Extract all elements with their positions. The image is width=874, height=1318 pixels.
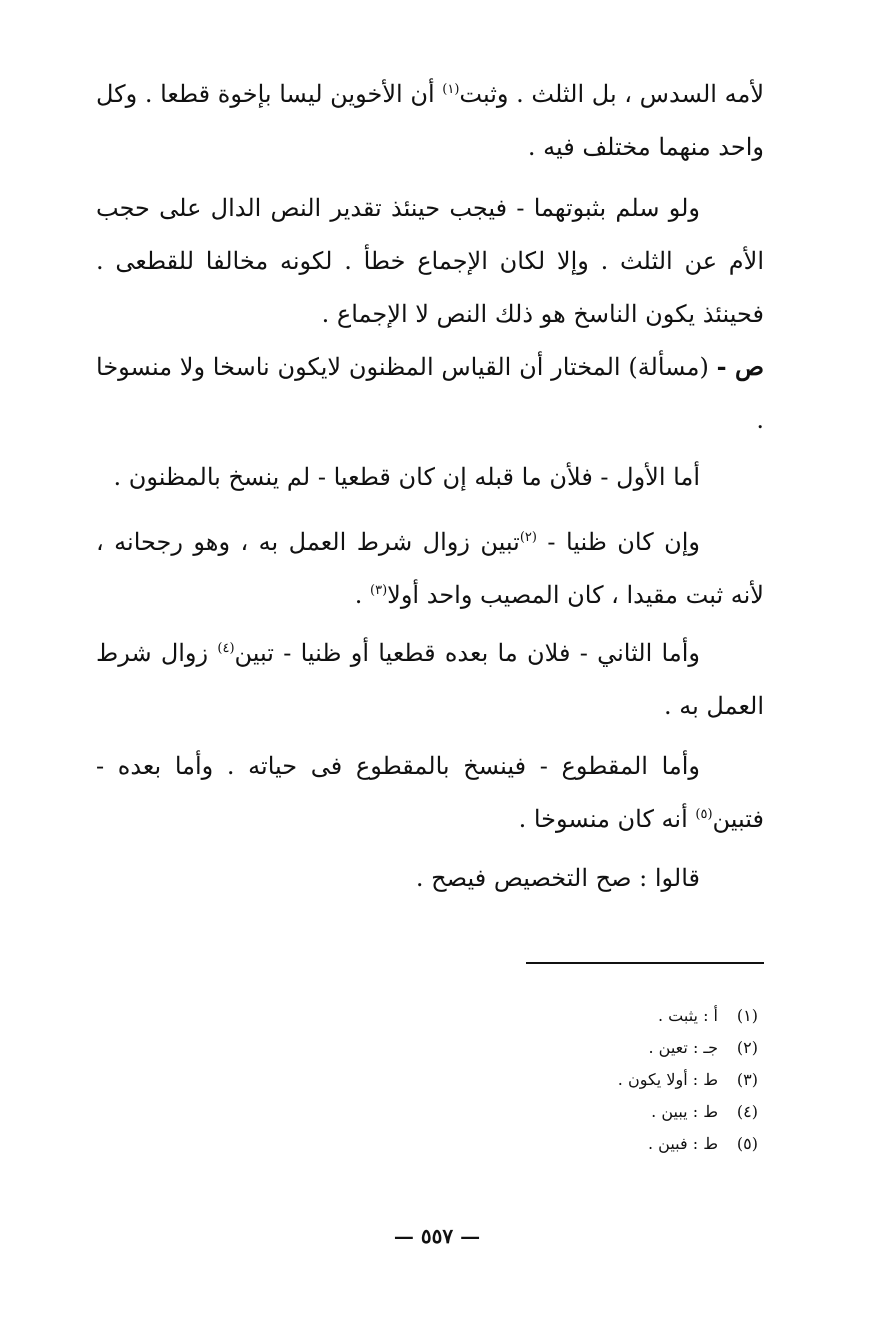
- paragraph-1-text: لأمه السدس ، بل الثلث . وثبت: [459, 80, 765, 108]
- paragraph-8: [96, 852, 764, 905]
- footnote-number: (٥): [736, 1134, 758, 1153]
- footnote-number: (١): [736, 1006, 758, 1025]
- paragraph-5: [96, 516, 764, 622]
- paragraph-1: [96, 68, 764, 174]
- footnote-text: ط : أولا يكون .: [617, 1070, 718, 1089]
- paragraph-3-text: (مسألة) المختار أن القياس المظنون لايكون ناسخا ولا منسوخا .: [96, 353, 764, 434]
- footnotes: [458, 1000, 758, 1160]
- paragraph-6-text-a: وأما الثاني - فلان ما بعده قطعيا أو ظنيا - تبين: [234, 639, 700, 667]
- footnote-ref-2: (٢): [519, 530, 537, 545]
- footnote-item: [458, 1128, 758, 1160]
- paragraph-4: [96, 451, 764, 504]
- paragraph-7-text-a: وأما المقطوع - فينسخ بالمقطوع فى حياته . وأما بعده - فتبين: [96, 752, 764, 833]
- page-number: — ٥٥٧ —: [393, 1224, 481, 1248]
- paragraph-7-text-b: أنه كان منسوخا .: [518, 805, 696, 833]
- paragraph-7: [96, 740, 764, 846]
- footnote-item: [458, 1064, 758, 1096]
- footnote-text: ط : فبين .: [647, 1134, 718, 1153]
- footnote-number: (٣): [736, 1070, 758, 1089]
- footnote-ref-5: (٥): [695, 807, 713, 822]
- footnote-text: ط : يبين .: [651, 1102, 718, 1121]
- paragraph-8-text: قالوا : صح التخصيص فيصح .: [415, 864, 700, 892]
- paragraph-3: [96, 340, 764, 447]
- paragraph-2: [96, 182, 764, 341]
- footnote-ref-1: (١): [442, 82, 460, 97]
- footnote-number: (٢): [736, 1038, 758, 1057]
- paragraph-5-text-a: وإن كان ظنيا -: [536, 528, 700, 556]
- footnote-divider: [526, 962, 764, 964]
- text-marker-sad: ص -: [716, 352, 765, 381]
- paragraph-2-text: ولو سلم بثبوتهما - فيجب حينئذ تقدير النص الدال على حجب الأم عن الثلث . وإلا لكان الإجماع خطأ . لكونه مخالفا للقطعى . فحينئذ يكون الناسخ هو ذلك النص لا الإجماع .: [96, 194, 764, 328]
- footnote-item: [458, 1096, 758, 1128]
- paragraph-1-rest: أن الأخوين ليسا بإخوة قطعا . وكل واحد منهما مختلف فيه .: [96, 80, 764, 161]
- footnote-ref-3: (٣): [370, 583, 388, 598]
- footnote-item: [458, 1032, 758, 1064]
- footnote-number: (٤): [736, 1102, 758, 1121]
- footnote-text: جـ : تعين .: [648, 1038, 718, 1057]
- paragraph-4-text: أما الأول - فلأن ما قبله إن كان قطعيا - لم ينسخ بالمظنون .: [113, 463, 700, 491]
- paragraph-6-text-b: زوال شرط العمل به .: [96, 639, 764, 720]
- footnote-item: [458, 1000, 758, 1032]
- footnote-ref-4: (٤): [217, 641, 235, 656]
- paragraph-5-text-c: .: [354, 581, 370, 609]
- footnote-text: أ : يثبت .: [658, 1006, 718, 1025]
- paragraph-6: [96, 627, 764, 733]
- paragraph-5-text-b: تبين زوال شرط العمل به ، وهو رجحانه ، لأنه ثبت مقيدا ، كان المصيب واحد أولا: [96, 528, 764, 609]
